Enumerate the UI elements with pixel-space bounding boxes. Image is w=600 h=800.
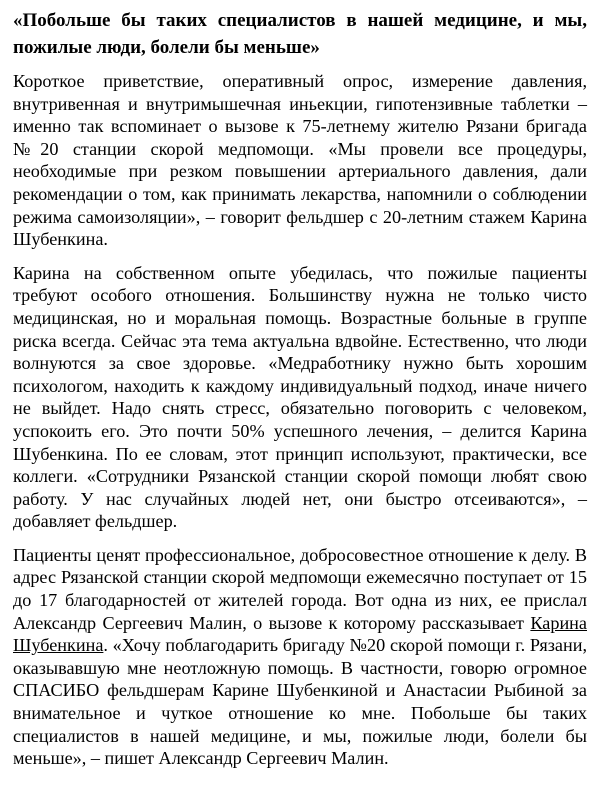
paragraph-3-text-after-name: . «Хочу поблагодарить бригаду №20 скорой помощи г. Рязани, оказывавшую мне неотложную помощь. В частности, говорю огромное СПАСИБО фельдшерам Карине Шубенкиной и Анастасии Рыбиной за внимательное и чуткое отношение ко мне. Побольше бы таких специалистов в нашей медицине, и мы, пожилые люди, болели бы меньше», – пишет Александр Сергеевич Малин. <box>13 635 587 769</box>
paragraph-3-text-before-name: Пациенты ценят профессиональное, добросовестное отношение к делу. В адрес Рязанской станции скорой медпомощи ежемесячно поступает от 15 до 17 благодарностей от жителей города. Вот одна из них, ее прислал Александр Сергеевич Малин, о вызове к которому рассказывает <box>13 544 587 633</box>
document-title: «Побольше бы таких специалистов в нашей медицине, и мы, пожилые люди, болели бы меньше» <box>13 10 587 58</box>
underlined-person-name: Карина Шубенкина <box>13 612 587 656</box>
paragraph-1: Короткое приветствие, оперативный опрос, измерение давления, внутривенная и внутримышечная иньекции, гипотензивные таблетки – именно так вспоминает о вызове к 75-летнему жителю Рязани бригада №20 станции скорой медпомощи. «Мы провели все процедуры, необходимые при резком повышении артериального давления, дали рекомендации о том, как принимать лекарства, напомнили о соблюдении режима самоизоляции», – говорит фельдшер с 20-летним стажем Карина Шубенкина. <box>13 71 587 250</box>
paragraph-3 <box>13 544 587 770</box>
paragraph-2: Карина на собственном опыте убедилась, что пожилые пациенты требуют особого отношения. Большинству нужна не только чисто медицинская, но и моральная помощь. Возрастные больные в группе риска всегда. Сейчас эта тема актуальна вдвойне. Естественно, что люди волнуются за свое здоровье. «Медработнику нужно быть хорошим психологом, находить к каждому индивидуальный подход, иначе ничего не выйдет. Надо снять стресс, обязательно поговорить с человеком, успокоить его. Это почти 50% успешного лечения, – делится Карина Шубенкина. По ее словам, этот принцип используют, практически, все коллеги. «Сотрудники Рязанской станции скорой помощи любят свою работу. У нас случайных людей нет, они быстро отсеиваются», – добавляет фельдшер. <box>13 262 587 532</box>
